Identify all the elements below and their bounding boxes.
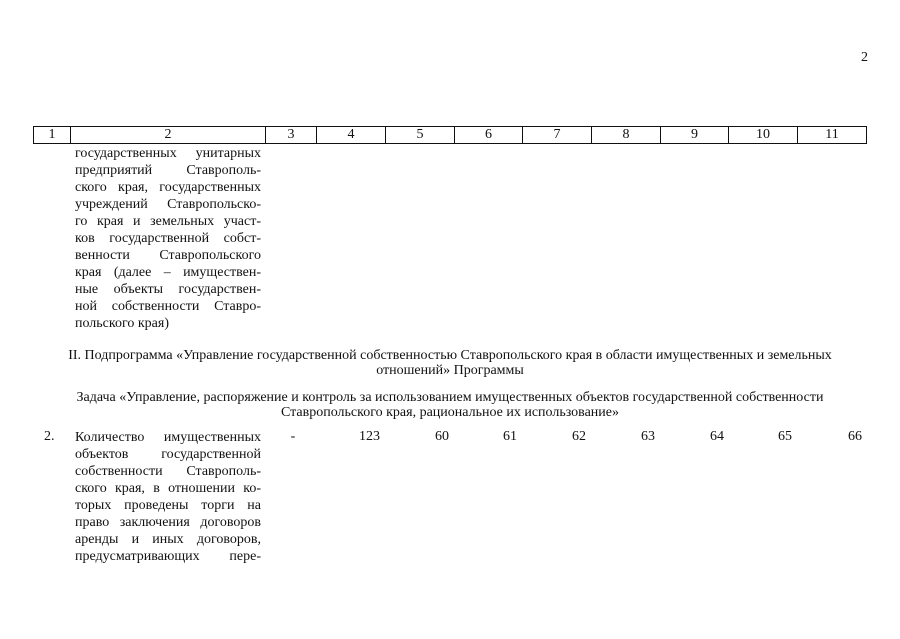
text-line: право заключения договоров xyxy=(75,515,261,530)
text-line: объектов государственной xyxy=(75,447,261,462)
row2-value: 64 xyxy=(710,429,724,444)
row2-number: 2. xyxy=(44,429,55,444)
section-heading-line: отношений» Программы xyxy=(376,363,524,378)
page-number: 2 xyxy=(861,50,868,65)
table-header-row xyxy=(33,126,867,144)
column-header: 1 xyxy=(34,127,71,143)
row2-value: - xyxy=(290,429,296,444)
text-line: польского края) xyxy=(75,316,169,331)
task-heading-line: Задача «Управление, распоряжение и контроль за использованием имущественных объектов государственной собственности xyxy=(76,390,824,405)
text-line: ского края, государственных xyxy=(75,180,261,195)
text-line: края (далее – имуществен- xyxy=(75,265,261,280)
text-line: предприятий Ставрополь- xyxy=(75,163,261,178)
column-header: 9 xyxy=(661,127,729,143)
column-header: 8 xyxy=(592,127,661,143)
text-line: торых проведены торги на xyxy=(75,498,261,513)
text-line: учреждений Ставропольско- xyxy=(75,197,261,212)
column-header: 6 xyxy=(455,127,523,143)
text-line: ной собственности Ставро- xyxy=(75,299,261,314)
text-line: собственности Ставрополь- xyxy=(75,464,261,479)
text-line: го края и земельных участ- xyxy=(75,214,261,229)
row2-value: 62 xyxy=(572,429,586,444)
column-header: 4 xyxy=(317,127,386,143)
text-line: аренды и иных договоров, xyxy=(75,532,261,547)
column-header: 10 xyxy=(729,127,798,143)
section-heading xyxy=(33,348,867,378)
column-header: 7 xyxy=(523,127,592,143)
row2-value: 65 xyxy=(778,429,792,444)
text-line: Количество имущественных xyxy=(75,430,261,445)
task-heading-line: Ставропольского края, рациональное их использование» xyxy=(280,405,620,420)
column-header: 11 xyxy=(825,127,839,142)
row2-value: 63 xyxy=(641,429,655,444)
text-line: государственных унитарных xyxy=(75,146,261,161)
text-line: ные объекты государствен- xyxy=(75,282,261,297)
column-header: 2 xyxy=(71,127,266,143)
column-header: 3 xyxy=(266,127,317,143)
row2-value: 66 xyxy=(848,429,862,444)
text-line: венности Ставропольского xyxy=(75,248,261,263)
section-heading-line: II. Подпрограмма «Управление государственной собственностью Ставропольского края в области имущественных и земельных xyxy=(68,348,832,363)
row2-value: 60 xyxy=(435,429,449,444)
row1-description xyxy=(75,145,261,332)
column-header: 5 xyxy=(386,127,455,143)
row2-value: 123 xyxy=(359,429,380,444)
row2-value: 61 xyxy=(503,429,517,444)
text-line: предусматривающих пере- xyxy=(75,549,261,564)
row2-description xyxy=(75,429,261,565)
text-line: ского края, в отношении ко- xyxy=(75,481,261,496)
text-line: ков государственной собст- xyxy=(75,231,261,246)
task-heading xyxy=(33,390,867,420)
